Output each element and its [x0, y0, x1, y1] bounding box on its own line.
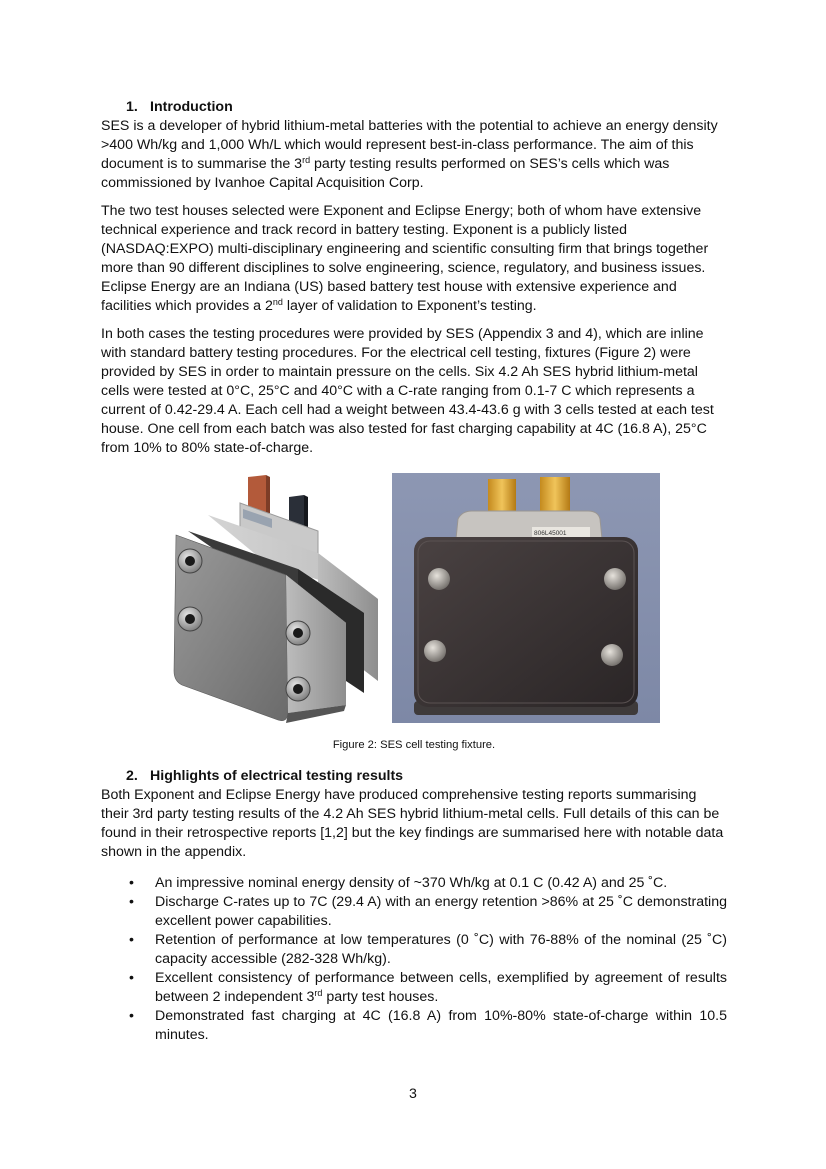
list-item: • An impressive nominal energy density of ~370 Wh/kg at 0.1 C (0.42 A) and 25 ˚C.	[129, 875, 668, 891]
fixture-cad-image	[168, 473, 386, 725]
bullet-icon: •	[129, 932, 134, 948]
bolt-icon	[286, 677, 310, 701]
list-item: • Retention of performance at low temperatures (0 ˚C) with 76-88% of the nominal (25 ˚C) capacity accessible (282-328 Wh/kg).	[129, 932, 727, 967]
highlights-paragraph: Both Exponent and Eclipse Energy have produced comprehensive testing reports summarising their 3rd party testing results of the 4.2 Ah SES hybrid lithium-metal cells. Full details of this can be found in their retrospective reports [1,2] but the key findings are summarised here with notable data shown in the appendix.	[101, 787, 724, 860]
list-item: • Discharge C-rates up to 7C (29.4 A) with an energy retention >86% at 25 ˚C demonstrating excellent power capabilities.	[129, 894, 727, 929]
bolt-icon	[286, 621, 310, 645]
screw-icon	[604, 568, 626, 590]
section-2-number: 2.	[126, 768, 138, 784]
section-1-number: 1.	[126, 99, 138, 115]
section-2-heading	[101, 767, 727, 786]
highlights-list	[101, 874, 727, 1045]
intro-paragraph-3: In both cases the testing procedures were provided by SES (Appendix 3 and 4), which are inline with standard battery testing procedures. For the electrical cell testing, fixtures (Figure 2) were provided by SES in order to maintain pressure on the cells. Six 4.2 Ah SES hybrid lithium-metal cells were tested at 0°C, 25°C and 40°C with a C-rate ranging from 0.1-7 C which represents a current of 0.42-29.4 A. Each cell had a weight between 43.4-43.6 g with 3 cells tested at each test house. One cell from each batch was also tested for fast charging capability at 4C (16.8 A), 25°C from 10% to 80% state-of-charge.	[101, 326, 714, 456]
section-1-title: Introduction	[150, 99, 233, 115]
intro-paragraph-2: The two test houses selected were Exponent and Eclipse Energy; both of whom have extensive technical experience and track record in battery testing. Exponent is a publicly listed (NASDAQ:EXPO) multi-disciplinary engineering and scientific consulting firm that brings together more than 90 different disciplines to solve engineering, science, regulatory, and business issues. Eclipse Energy are an Indiana (US) based battery test house with extensive experience and facilities which provides a 2nd layer of validation to Exponent’s testing.	[101, 203, 709, 314]
section-1-heading	[101, 98, 727, 117]
cell-label: 806L45001	[534, 530, 567, 537]
page-number: 3	[409, 1086, 417, 1102]
figure-2	[101, 473, 727, 725]
bullet-icon: •	[129, 1008, 134, 1024]
fixture-photo	[392, 473, 660, 723]
figure-caption: Figure 2: SES cell testing fixture.	[332, 739, 496, 751]
list-item: • Demonstrated fast charging at 4C (16.8 A) from 10%-80% state-of-charge within 10.5 minutes.	[129, 1008, 727, 1043]
fixture-photo-image	[392, 473, 660, 723]
bolt-icon	[178, 549, 202, 573]
section-2-title: Highlights of electrical testing results	[150, 768, 404, 784]
bullet-icon: •	[129, 894, 134, 910]
fixture-cad-render	[168, 473, 386, 725]
list-item: • Excellent consistency of performance between cells, exemplified by agreement of results between 2 independent 3rd party test houses.	[129, 970, 727, 1005]
bullet-icon: •	[129, 875, 134, 891]
screw-icon	[424, 640, 446, 662]
bullet-icon: •	[129, 970, 134, 986]
document-page	[101, 98, 727, 1045]
intro-paragraph-1: SES is a developer of hybrid lithium-metal batteries with the potential to achieve an energy density >400 Wh/kg and 1,000 Wh/L which would represent best-in-class performance. The aim of this document is to summarise the 3rd party testing results performed on SES’s cells which was commissioned by Ivanhoe Capital Acquisition Corp.	[101, 118, 718, 191]
screw-icon	[428, 568, 450, 590]
screw-icon	[601, 644, 623, 666]
bolt-icon	[178, 607, 202, 631]
